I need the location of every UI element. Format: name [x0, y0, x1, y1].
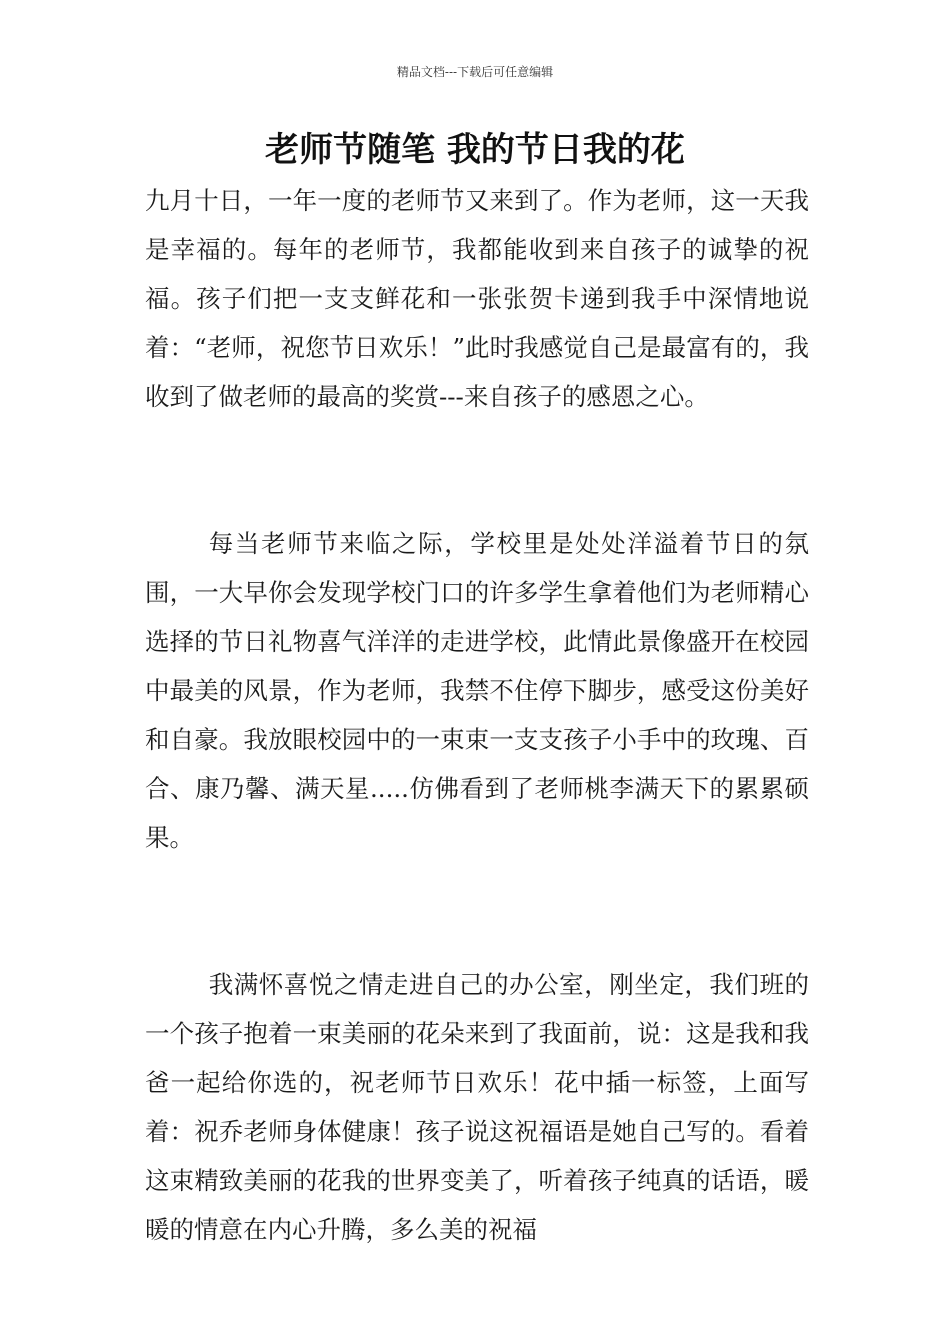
paragraph-3: 我满怀喜悦之情走进自己的办公室，刚坐定，我们班的一个孩子抱着一束美丽的花朵来到了我面前，说：这是我和我爸一起给你选的，祝老师节日欢乐！花中插一标签，上面写着：祝乔老师身体健康！孩子说这祝福语是她自己写的。看着这束精致美丽的花我的世界变美了，听着孩子纯真的话语，暖暖的情意在内心升腾，多么美的祝福 [145, 970, 809, 1244]
paragraph-1: 九月十日，一年一度的老师节又来到了。作为老师，这一天我是幸福的。每年的老师节，我都能收到来自孩子的诚挚的祝福。孩子们把一支支鲜花和一张张贺卡递到我手中深情地说着：“老师，祝您节日欢乐！”此时我感觉自己是最富有的，我收到了做老师的最高的奖赏---来自孩子的感恩之心。 [145, 186, 809, 411]
paragraph-spacer [145, 862, 809, 960]
paragraph-spacer [145, 421, 809, 519]
paragraph-2: 每当老师节来临之际，学校里是处处洋溢着节日的氛围，一大早你会发现学校门口的许多学生拿着他们为老师精心选择的节日礼物喜气洋洋的走进学校，此情此景像盛开在校园中最美的风景，作为老师，我禁不住停下脚步，感受这份美好和自豪。我放眼校园中的一束束一支支孩子小手中的玫瑰、百合、康乃馨、满天星.....仿佛看到了老师桃李满天下的累累硕果。 [145, 529, 809, 852]
document-body [145, 176, 809, 1254]
page-header-text: 精品文档---下载后可任意编辑 [396, 65, 554, 79]
document-title: 老师节随笔 我的节日我的花 [265, 130, 685, 170]
